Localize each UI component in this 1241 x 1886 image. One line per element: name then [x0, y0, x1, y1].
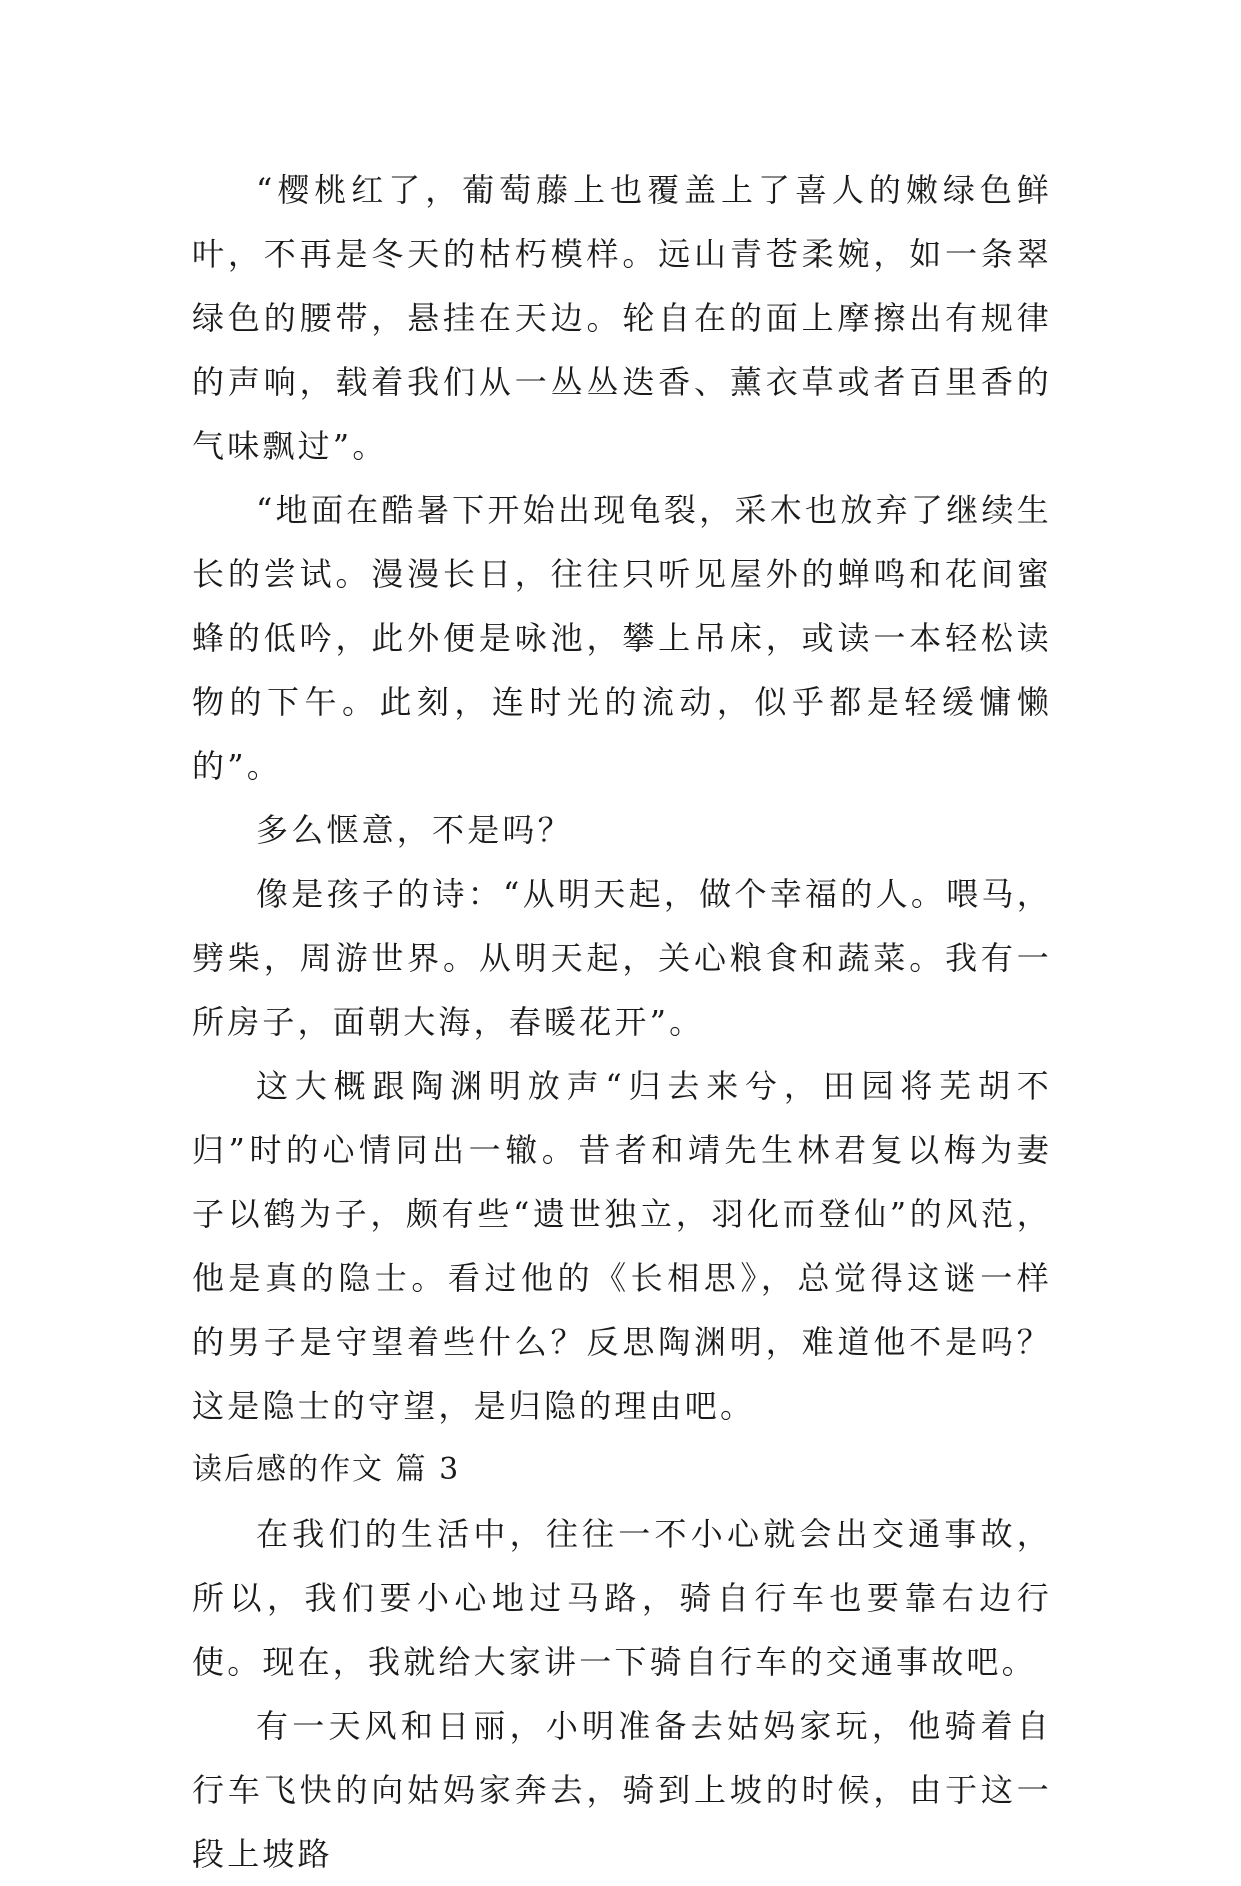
paragraph-how-pleasant: 多么惬意，不是吗？ — [256, 811, 573, 849]
section-heading: 读后感的作文 篇 3 — [192, 1452, 461, 1487]
paragraph-xiaoming-story: 有一天风和日丽，小明准备去姑妈家玩，他骑着自行车飞快的向姑妈家奔去，骑到上坡的时候，由于这一段上坡路 — [192, 1707, 1052, 1873]
paragraph-cherry-spring: “樱桃红了，葡萄藤上也覆盖上了喜人的嫩绿色鲜叶，不再是冬天的枯朽模样。远山青苍柔婉，如一条翠绿色的腰带，悬挂在天边。轮自在的面上摩擦出有规律的声响，载着我们从一丛丛迭香、薰衣草或者百里香的气味飘过”。 — [192, 171, 1052, 465]
paragraph-child-poem: 像是孩子的诗：“从明天起，做个幸福的人。喂马，劈柴，周游世界。从明天起，关心粮食和蔬菜。我有一所房子，面朝大海，春暖花开”。 — [192, 875, 1052, 1041]
paragraph-hermit: 这大概跟陶渊明放声“归去来兮，田园将芜胡不归”时的心情同出一辙。昔者和靖先生林君复以梅为妻子以鹤为子，颇有些“遗世独立，羽化而登仙”的风范，他是真的隐士。看过他的《长相思》，总觉得这谜一样的男子是守望着些什么？反思陶渊明，难道他不是吗？这是隐士的守望，是归隐的理由吧。 — [192, 1067, 1052, 1425]
paragraph-traffic-intro: 在我们的生活中，往往一不小心就会出交通事故，所以，我们要小心地过马路，骑自行车也要靠右边行使。现在，我就给大家讲一下骑自行车的交通事故吧。 — [192, 1515, 1052, 1681]
paragraph-summer-heat: “地面在酷暑下开始出现龟裂，采木也放弃了继续生长的尝试。漫漫长日，往往只听见屋外的蝉鸣和花间蜜蜂的低吟，此外便是咏池，攀上吊床，或读一本轻松读物的下午。此刻，连时光的流动，似乎都是轻缓慵懒的”。 — [192, 491, 1052, 785]
document-body — [192, 158, 1052, 1886]
